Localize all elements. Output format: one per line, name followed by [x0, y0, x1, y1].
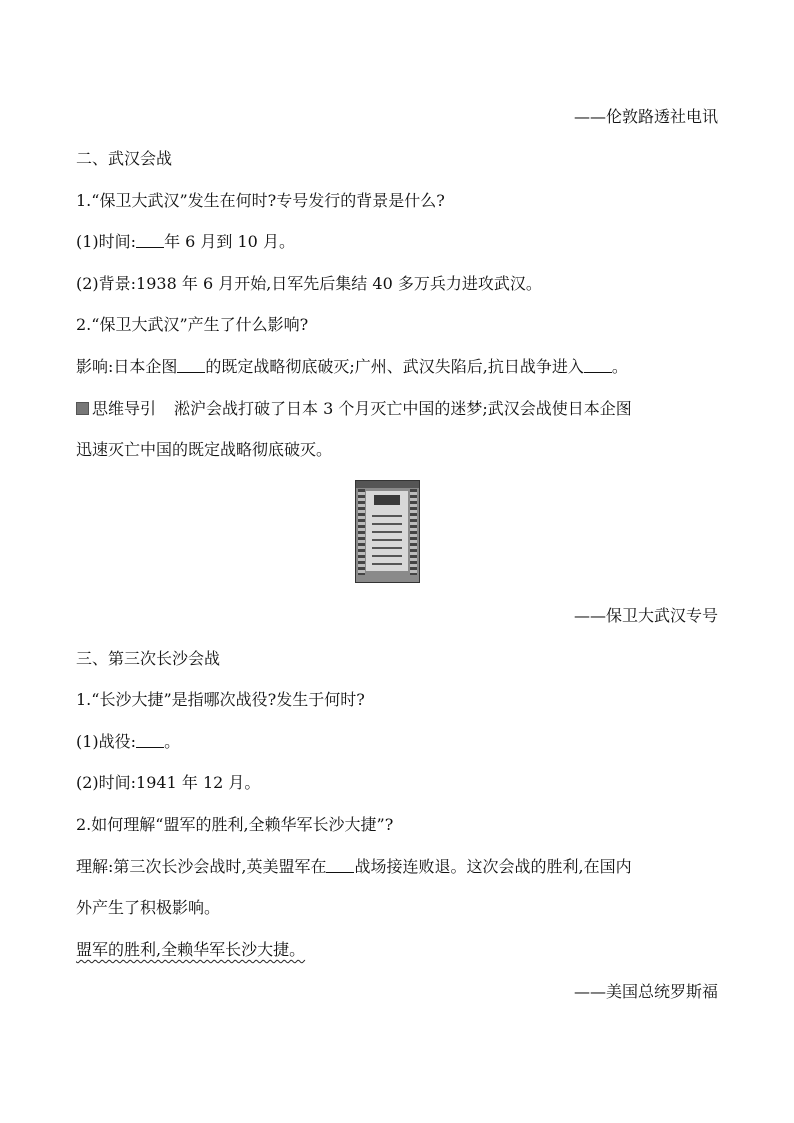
blank-field	[326, 858, 354, 873]
answer-impact	[76, 356, 628, 378]
understand-prefix: 理解:第三次长沙会战时,英美盟军在	[76, 857, 327, 876]
blank-field	[177, 358, 205, 373]
blank-field	[584, 358, 612, 373]
answer-background: (2)背景:1938 年 6 月开始,日军先后集结 40 多万兵力进攻武汉。	[76, 274, 542, 293]
question-3-1: 1.“长沙大捷”是指哪次战役?发生于何时?	[76, 690, 365, 709]
blank-field	[136, 233, 164, 248]
understand-suffix: 战场接连败退。这次会战的胜利,在国内	[354, 857, 632, 876]
section-heading-changsha: 三、第三次长沙会战	[76, 649, 221, 668]
answer-time-suffix: 年 6 月到 10 月。	[164, 232, 295, 251]
blank-field	[136, 733, 164, 748]
question-1: 1.“保卫大武汉”发生在何时?专号发行的背景是什么?	[76, 191, 445, 210]
answer-time-prefix: (1)时间:	[76, 232, 137, 251]
question-2: 2.“保卫大武汉”产生了什么影响?	[76, 315, 309, 334]
battle-suffix: 。	[164, 732, 181, 751]
answer-time	[76, 231, 295, 253]
guide-text-2: 迅速灭亡中国的既定战略彻底破灭。	[76, 440, 333, 459]
guide-text-1: 淞沪会战打破了日本 3 个月灭亡中国的迷梦;武汉会战使日本企图	[174, 399, 632, 418]
impact-middle: 的既定战略彻底破灭;广州、武汉失陷后,抗日战争进入	[205, 357, 584, 376]
guide-icon	[76, 402, 89, 415]
poster-image	[355, 480, 420, 583]
answer-time-1941: (2)时间:1941 年 12 月。	[76, 773, 261, 792]
guide-label: 思维导引	[92, 399, 157, 418]
thinking-guide	[76, 398, 632, 420]
impact-suffix: 。	[611, 357, 628, 376]
answer-understand	[76, 856, 632, 878]
source-reuters: ——伦敦路透社电讯	[573, 107, 718, 126]
question-3-2: 2.如何理解“盟军的胜利,全赖华军长沙大捷”?	[76, 815, 394, 834]
section-heading-wuhan: 二、武汉会战	[76, 149, 173, 168]
roosevelt-quote	[76, 939, 305, 961]
quote-source: ——美国总统罗斯福	[573, 982, 718, 1001]
battle-prefix: (1)战役:	[76, 732, 137, 751]
answer-understand-line-2: 外产生了积极影响。	[76, 898, 221, 917]
image-caption: ——保卫大武汉专号	[573, 606, 718, 625]
impact-prefix: 影响:日本企图	[76, 357, 178, 376]
quote-text: 盟军的胜利,全赖华军长沙大捷。	[76, 940, 306, 959]
answer-battle	[76, 731, 180, 753]
